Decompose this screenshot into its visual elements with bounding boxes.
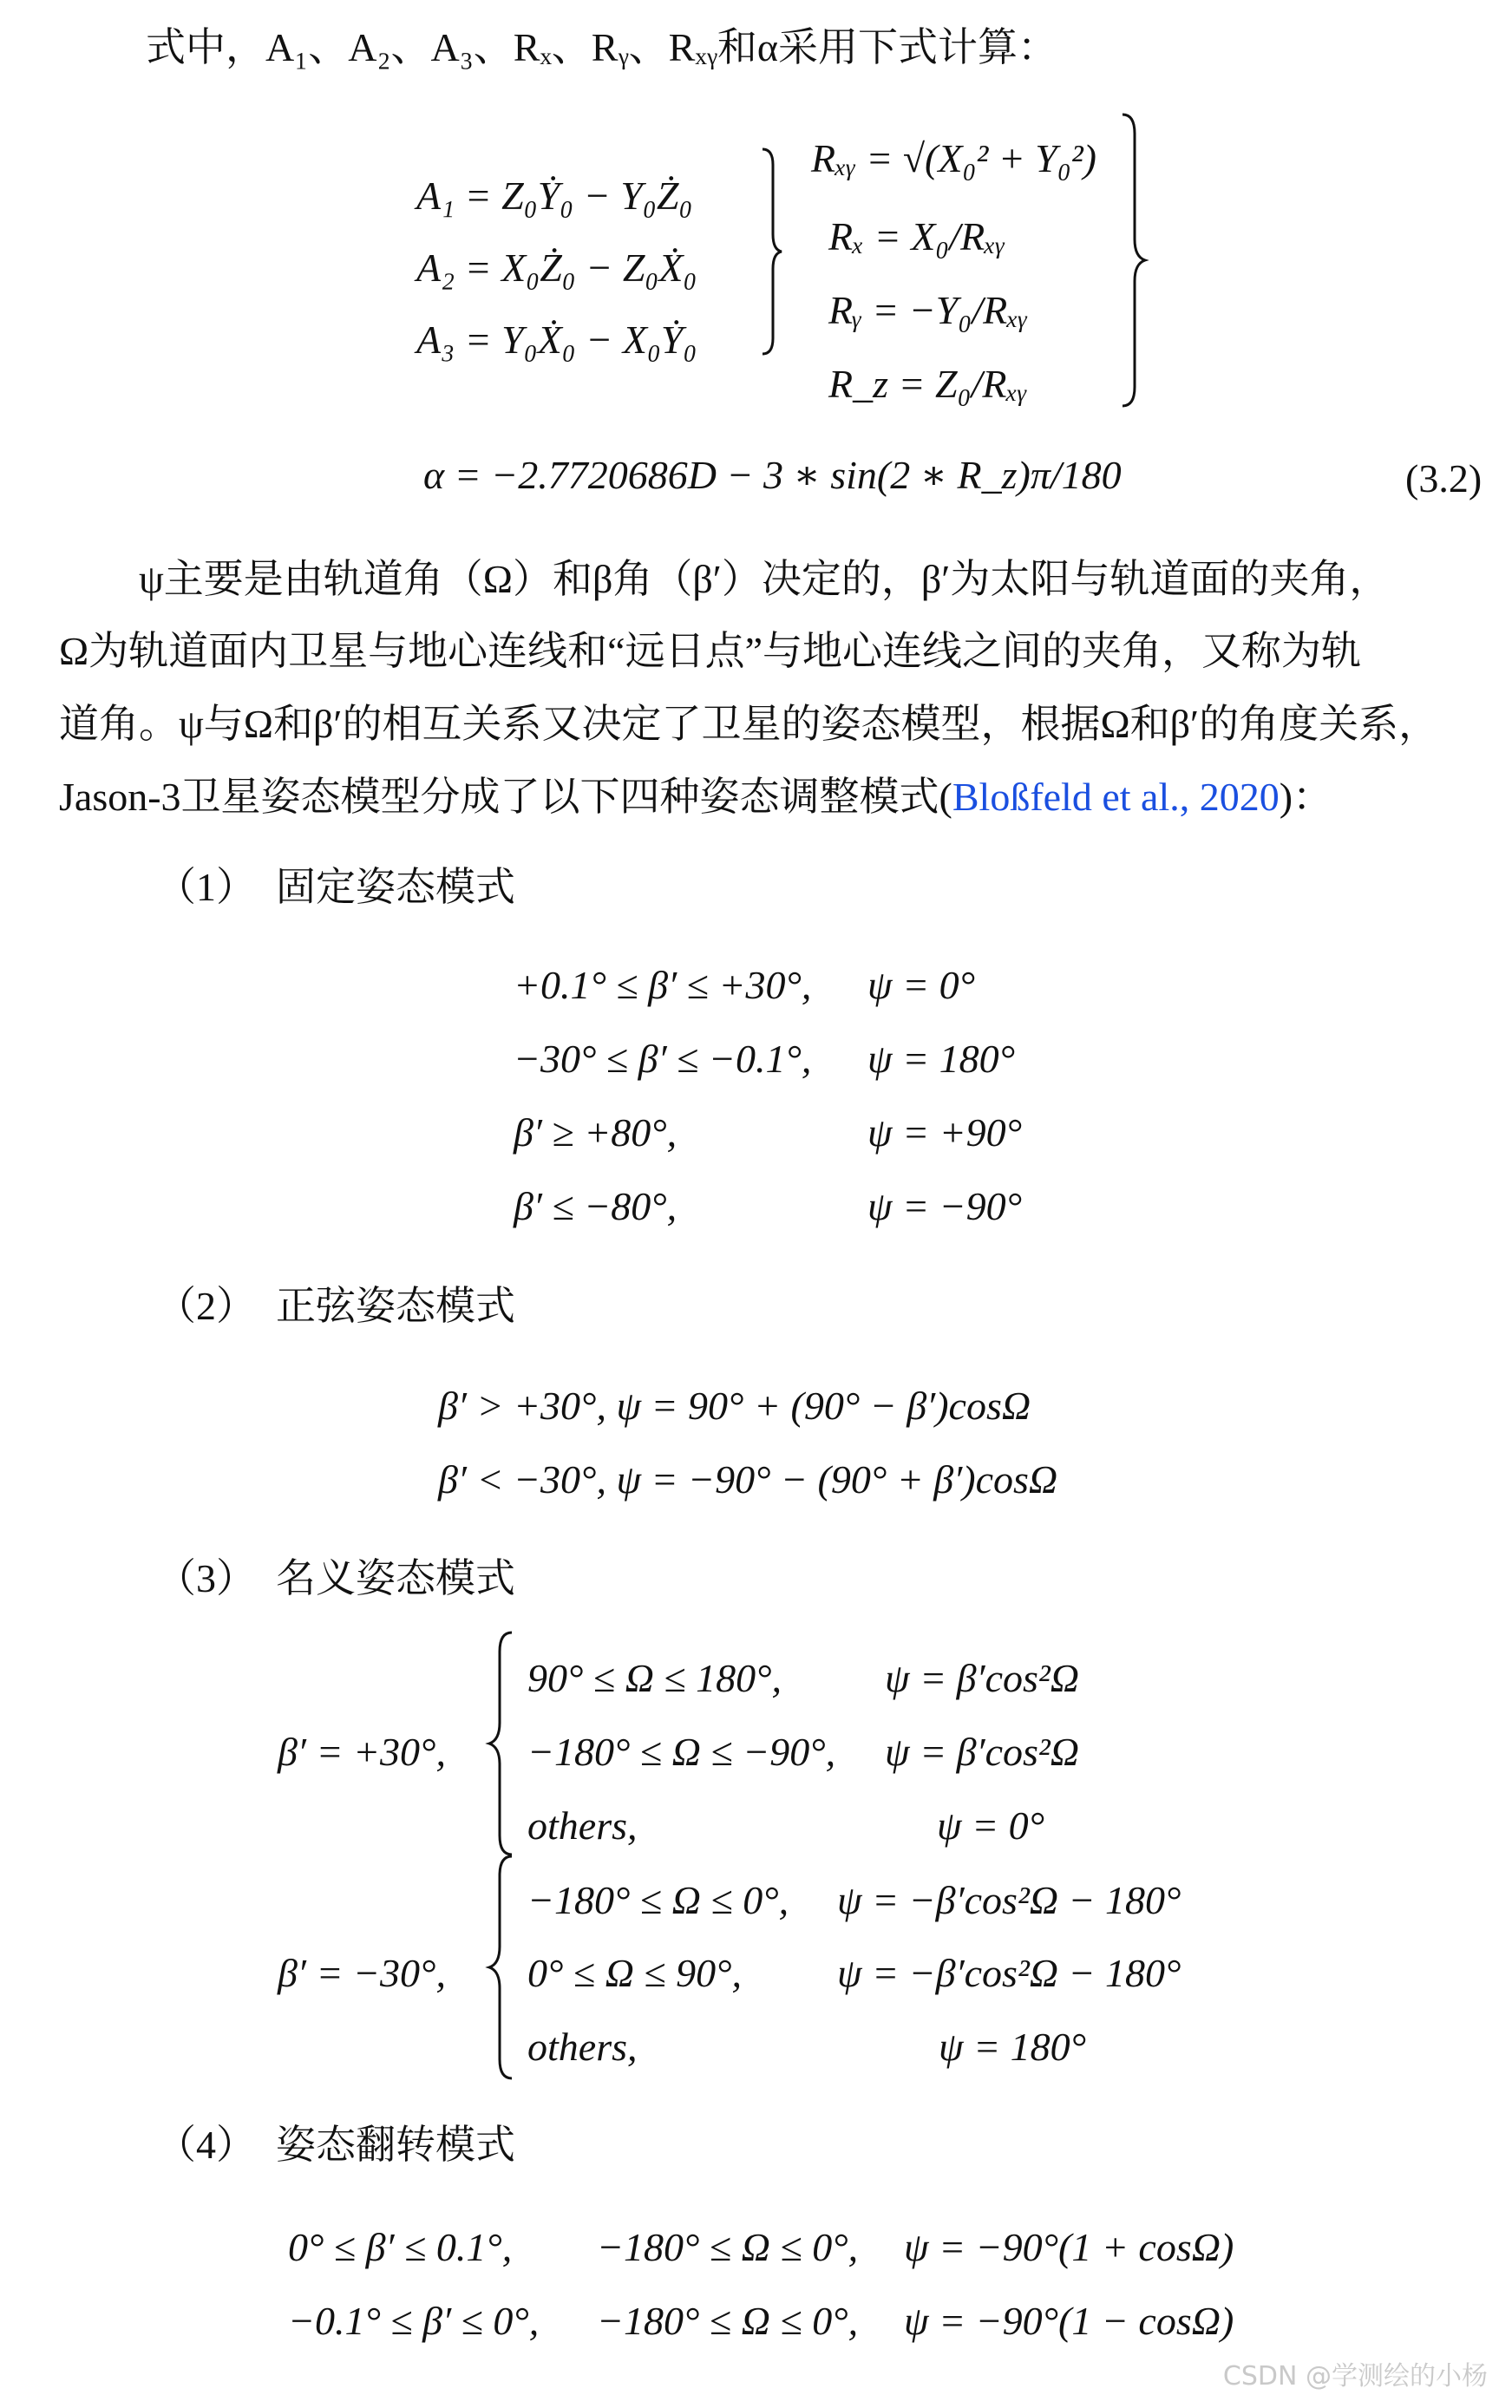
citation-link[interactable]: Bloßfeld et al., 2020 (952, 775, 1280, 819)
mode2-row-2: β′ < −30°, ψ = −90° − (90° + β′)cosΩ (438, 1457, 1058, 1502)
mode-3-num: （3） (156, 1556, 256, 1600)
para-line-2: Ω为轨道面内卫星与地心连线和“远日点”与地心连线之间的夹角，又称为轨 (59, 629, 1362, 673)
mode-3-title: 名义姿态模式 (276, 1556, 515, 1600)
mode-2-heading (156, 1286, 515, 1326)
mode2-row-1: β′ > +30°, ψ = 90° + (90° − β′)cosΩ (438, 1384, 1031, 1428)
mode3-case-a-label: β′ = +30°, (278, 1730, 446, 1774)
para-line-4-text: Jason-3卫星姿态模型分成了以下四种姿态调整模式( (59, 775, 952, 819)
mode-2-num: （2） (156, 1284, 256, 1328)
mode3-b-cond-1: −180° ≤ Ω ≤ 0°, (527, 1878, 789, 1922)
eq-a3: A₃ = Y₀Ẋ₀ − X₀Ẏ₀ (416, 317, 697, 362)
mode4-beta-2: −0.1° ≤ β′ ≤ 0°, (288, 2299, 540, 2343)
mode3-b-cond-2: 0° ≤ Ω ≤ 90°, (527, 1951, 743, 1995)
eq-alpha: α = −2.7720686D − 3 ∗ sin(2 ∗ R_z)π/180 (423, 453, 1122, 497)
mode3-b-psi-2: ψ = −β′cos²Ω − 180° (837, 1951, 1181, 1995)
mode4-psi-2: ψ = −90°(1 − cosΩ) (904, 2299, 1234, 2343)
mode-3-heading (156, 1556, 515, 1600)
brace-left-b (486, 1855, 515, 2080)
brace-right-r (1119, 113, 1149, 408)
mode1-psi-3: ψ = +90° (867, 1110, 1023, 1155)
brace-left-a (486, 1631, 515, 1856)
mode3-a-cond-3: others, (527, 1803, 638, 1848)
para-end: )： (1279, 775, 1333, 819)
mode-4-num: （4） (156, 2123, 256, 2167)
mode3-b-cond-3: others, (527, 2025, 638, 2069)
eq-rx: Rₓ = X₀/Rₓᵧ (828, 214, 1005, 258)
mode1-cond-3: β′ ≥ +80°, (514, 1110, 677, 1155)
mode1-cond-2: −30° ≤ β′ ≤ −0.1°, (514, 1037, 812, 1081)
mode-2-title: 正弦姿态模式 (276, 1284, 515, 1328)
mode4-psi-1: ψ = −90°(1 + cosΩ) (904, 2225, 1234, 2269)
mode3-b-psi-3: ψ = 180° (939, 2025, 1087, 2069)
mode1-psi-2: ψ = 180° (867, 1037, 1016, 1081)
eq-a1: A₁ = Z₀Ẏ₀ − Y₀Ż₀ (416, 173, 693, 218)
para-line-4 (59, 777, 1332, 817)
para-line-3: 道角。ψ与Ω和β′的相互关系又决定了卫星的姿态模型，根据Ω和β′的角度关系， (59, 702, 1439, 746)
mode3-a-psi-2: ψ = β′cos²Ω (885, 1730, 1079, 1774)
intro-text: 式中，A₁、A₂、A₃、Rₓ、Rᵧ、Rₓᵧ和α采用下式计算： (146, 25, 1057, 69)
mode1-psi-1: ψ = 0° (867, 963, 976, 1007)
watermark: CSDN @学测绘的小杨 (1222, 2361, 1488, 2392)
mode1-psi-4: ψ = −90° (867, 1184, 1023, 1228)
mode-1-title: 固定姿态模式 (276, 865, 515, 909)
equation-number: (3.2) (1405, 456, 1483, 501)
mode1-cond-1: +0.1° ≤ β′ ≤ +30°, (514, 963, 812, 1007)
mode3-a-cond-1: 90° ≤ Ω ≤ 180°, (527, 1656, 782, 1700)
mode4-omega-1: −180° ≤ Ω ≤ 0°, (597, 2225, 859, 2269)
eq-rz: R_z = Z₀/Rₓᵧ (828, 362, 1028, 406)
brace-right-a (759, 147, 785, 356)
eq-ry: Rᵧ = −Y₀/Rₓᵧ (828, 288, 1028, 332)
eq-rxy: Rₓᵧ = √(X₀² + Y₀²) (811, 136, 1096, 180)
mode-1-num: （1） (156, 865, 256, 909)
mode1-cond-4: β′ ≤ −80°, (514, 1184, 677, 1228)
mode-1-heading (156, 867, 515, 907)
para-line-1: ψ主要是由轨道角（Ω）和β角（β′）决定的，β′为太阳与轨道面的夹角， (139, 557, 1390, 601)
mode4-beta-1: 0° ≤ β′ ≤ 0.1°, (288, 2225, 513, 2269)
mode4-omega-2: −180° ≤ Ω ≤ 0°, (597, 2299, 859, 2343)
mode3-a-cond-2: −180° ≤ Ω ≤ −90°, (527, 1730, 836, 1774)
mode3-a-psi-3: ψ = 0° (937, 1803, 1045, 1848)
mode-4-heading (156, 2125, 515, 2165)
mode-4-title: 姿态翻转模式 (276, 2123, 515, 2167)
eq-a2: A₂ = X₀Ż₀ − Z₀Ẋ₀ (416, 245, 697, 290)
mode3-b-psi-1: ψ = −β′cos²Ω − 180° (837, 1878, 1181, 1922)
mode3-case-b-label: β′ = −30°, (278, 1951, 446, 1995)
mode3-a-psi-1: ψ = β′cos²Ω (885, 1656, 1079, 1700)
